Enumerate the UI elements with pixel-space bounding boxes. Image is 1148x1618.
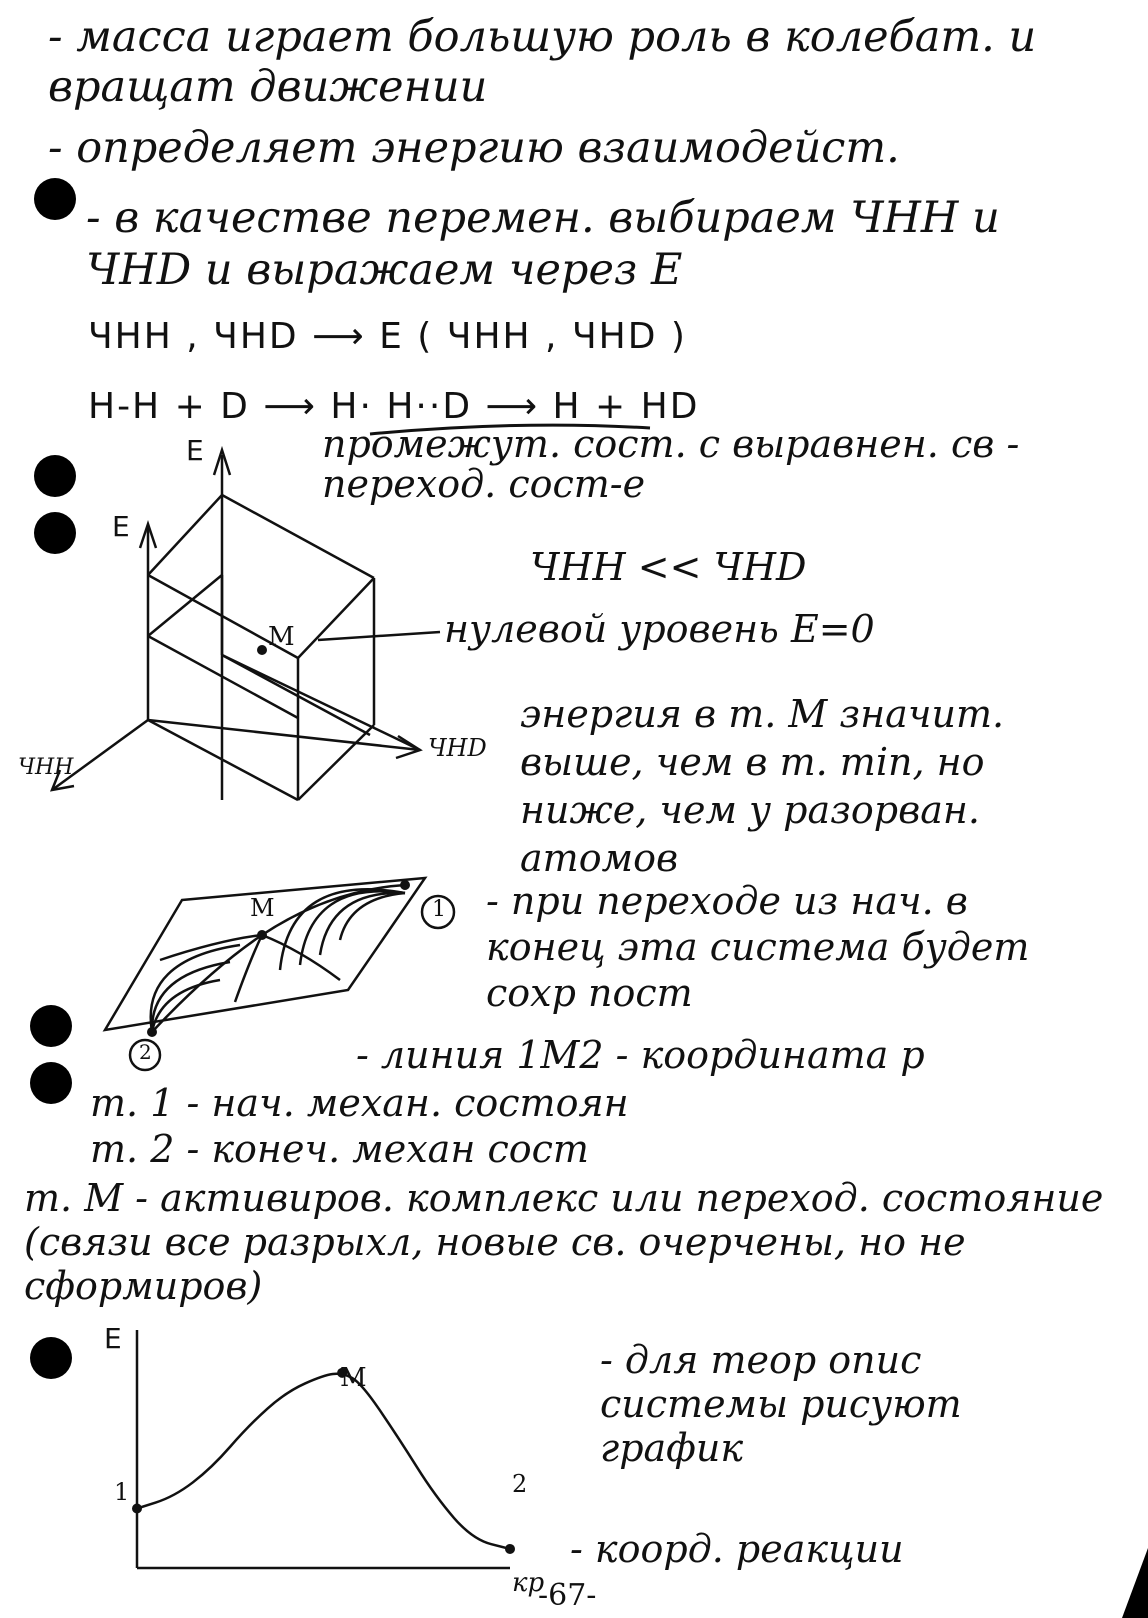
zero-level-note: нулевой уровень E=0 <box>444 607 875 651</box>
theory-note: - для теор опис системы рисуют график <box>600 1338 962 1470</box>
transition-state-caption: промежут. сост. с выравнен. св - переход. сост-е <box>322 422 1020 506</box>
note-line-3: - в качестве перемен. выбираем ЧНН и ЧНD и выражаем через E <box>86 193 1000 295</box>
point-1-description: т. 1 - нач. механ. состоян <box>90 1081 629 1125</box>
formula-energy-function: ЧНН , ЧНD ⟶ E ( ЧНН , ЧНD ) <box>88 316 687 357</box>
relation-condition: ЧНН << ЧНD <box>530 545 807 589</box>
note-line-2: - определяет энергию взаимодейст. <box>48 123 900 173</box>
point-2-description: т. 2 - конеч. механ сост <box>90 1127 589 1171</box>
e-axis-left-label: E <box>112 510 130 543</box>
chart-point-label-1: 1 <box>114 1478 130 1506</box>
profile-point-2 <box>505 1544 515 1554</box>
formula-reaction: H-H + D ⟶ H· H··D ⟶ H + HD <box>88 386 700 427</box>
energy-profile-line <box>137 1374 510 1549</box>
line-1m2-note: - линия 1М2 - координата р <box>356 1033 925 1077</box>
chart-point-label-m: M <box>340 1363 367 1393</box>
energy-m-note: энергия в т. М значит. выше, чем в т. min, но ниже, чем у разорван. атомов <box>520 692 1005 880</box>
chart-axes <box>137 1330 510 1568</box>
profile-point-1 <box>132 1504 142 1514</box>
x-axis-label-chnd: ЧНD <box>428 734 487 762</box>
reaction-coordinate-note: - коорд. реакции <box>570 1527 904 1571</box>
page-number: -67- <box>538 1578 597 1613</box>
surface-label-1: 1 <box>432 897 446 922</box>
surface-label-2: 2 <box>139 1040 152 1064</box>
e-axis-top-label: E <box>186 434 204 467</box>
surface-note: - при переходе из нач. в конец эта система будет сохр пост <box>486 879 1030 1015</box>
point-m-description: т. М - активиров. комплекс или переход. состояние (связи все разрыхл, новые св. очерчены, но не сформиров) <box>24 1176 1104 1308</box>
point-m-label: M <box>268 622 295 652</box>
chart-x-axis-label: кр <box>512 1568 545 1598</box>
chart-y-axis-label: E <box>104 1322 122 1355</box>
chart-point-label-2: 2 <box>512 1470 528 1498</box>
surface-point-m-label: M <box>250 894 275 922</box>
page-corner-mark <box>1122 1548 1148 1618</box>
y-axis-label-chnn: ЧНН <box>18 755 74 780</box>
note-line-1: - масса играет большую роль в колебат. и вращат движении <box>48 12 1037 112</box>
